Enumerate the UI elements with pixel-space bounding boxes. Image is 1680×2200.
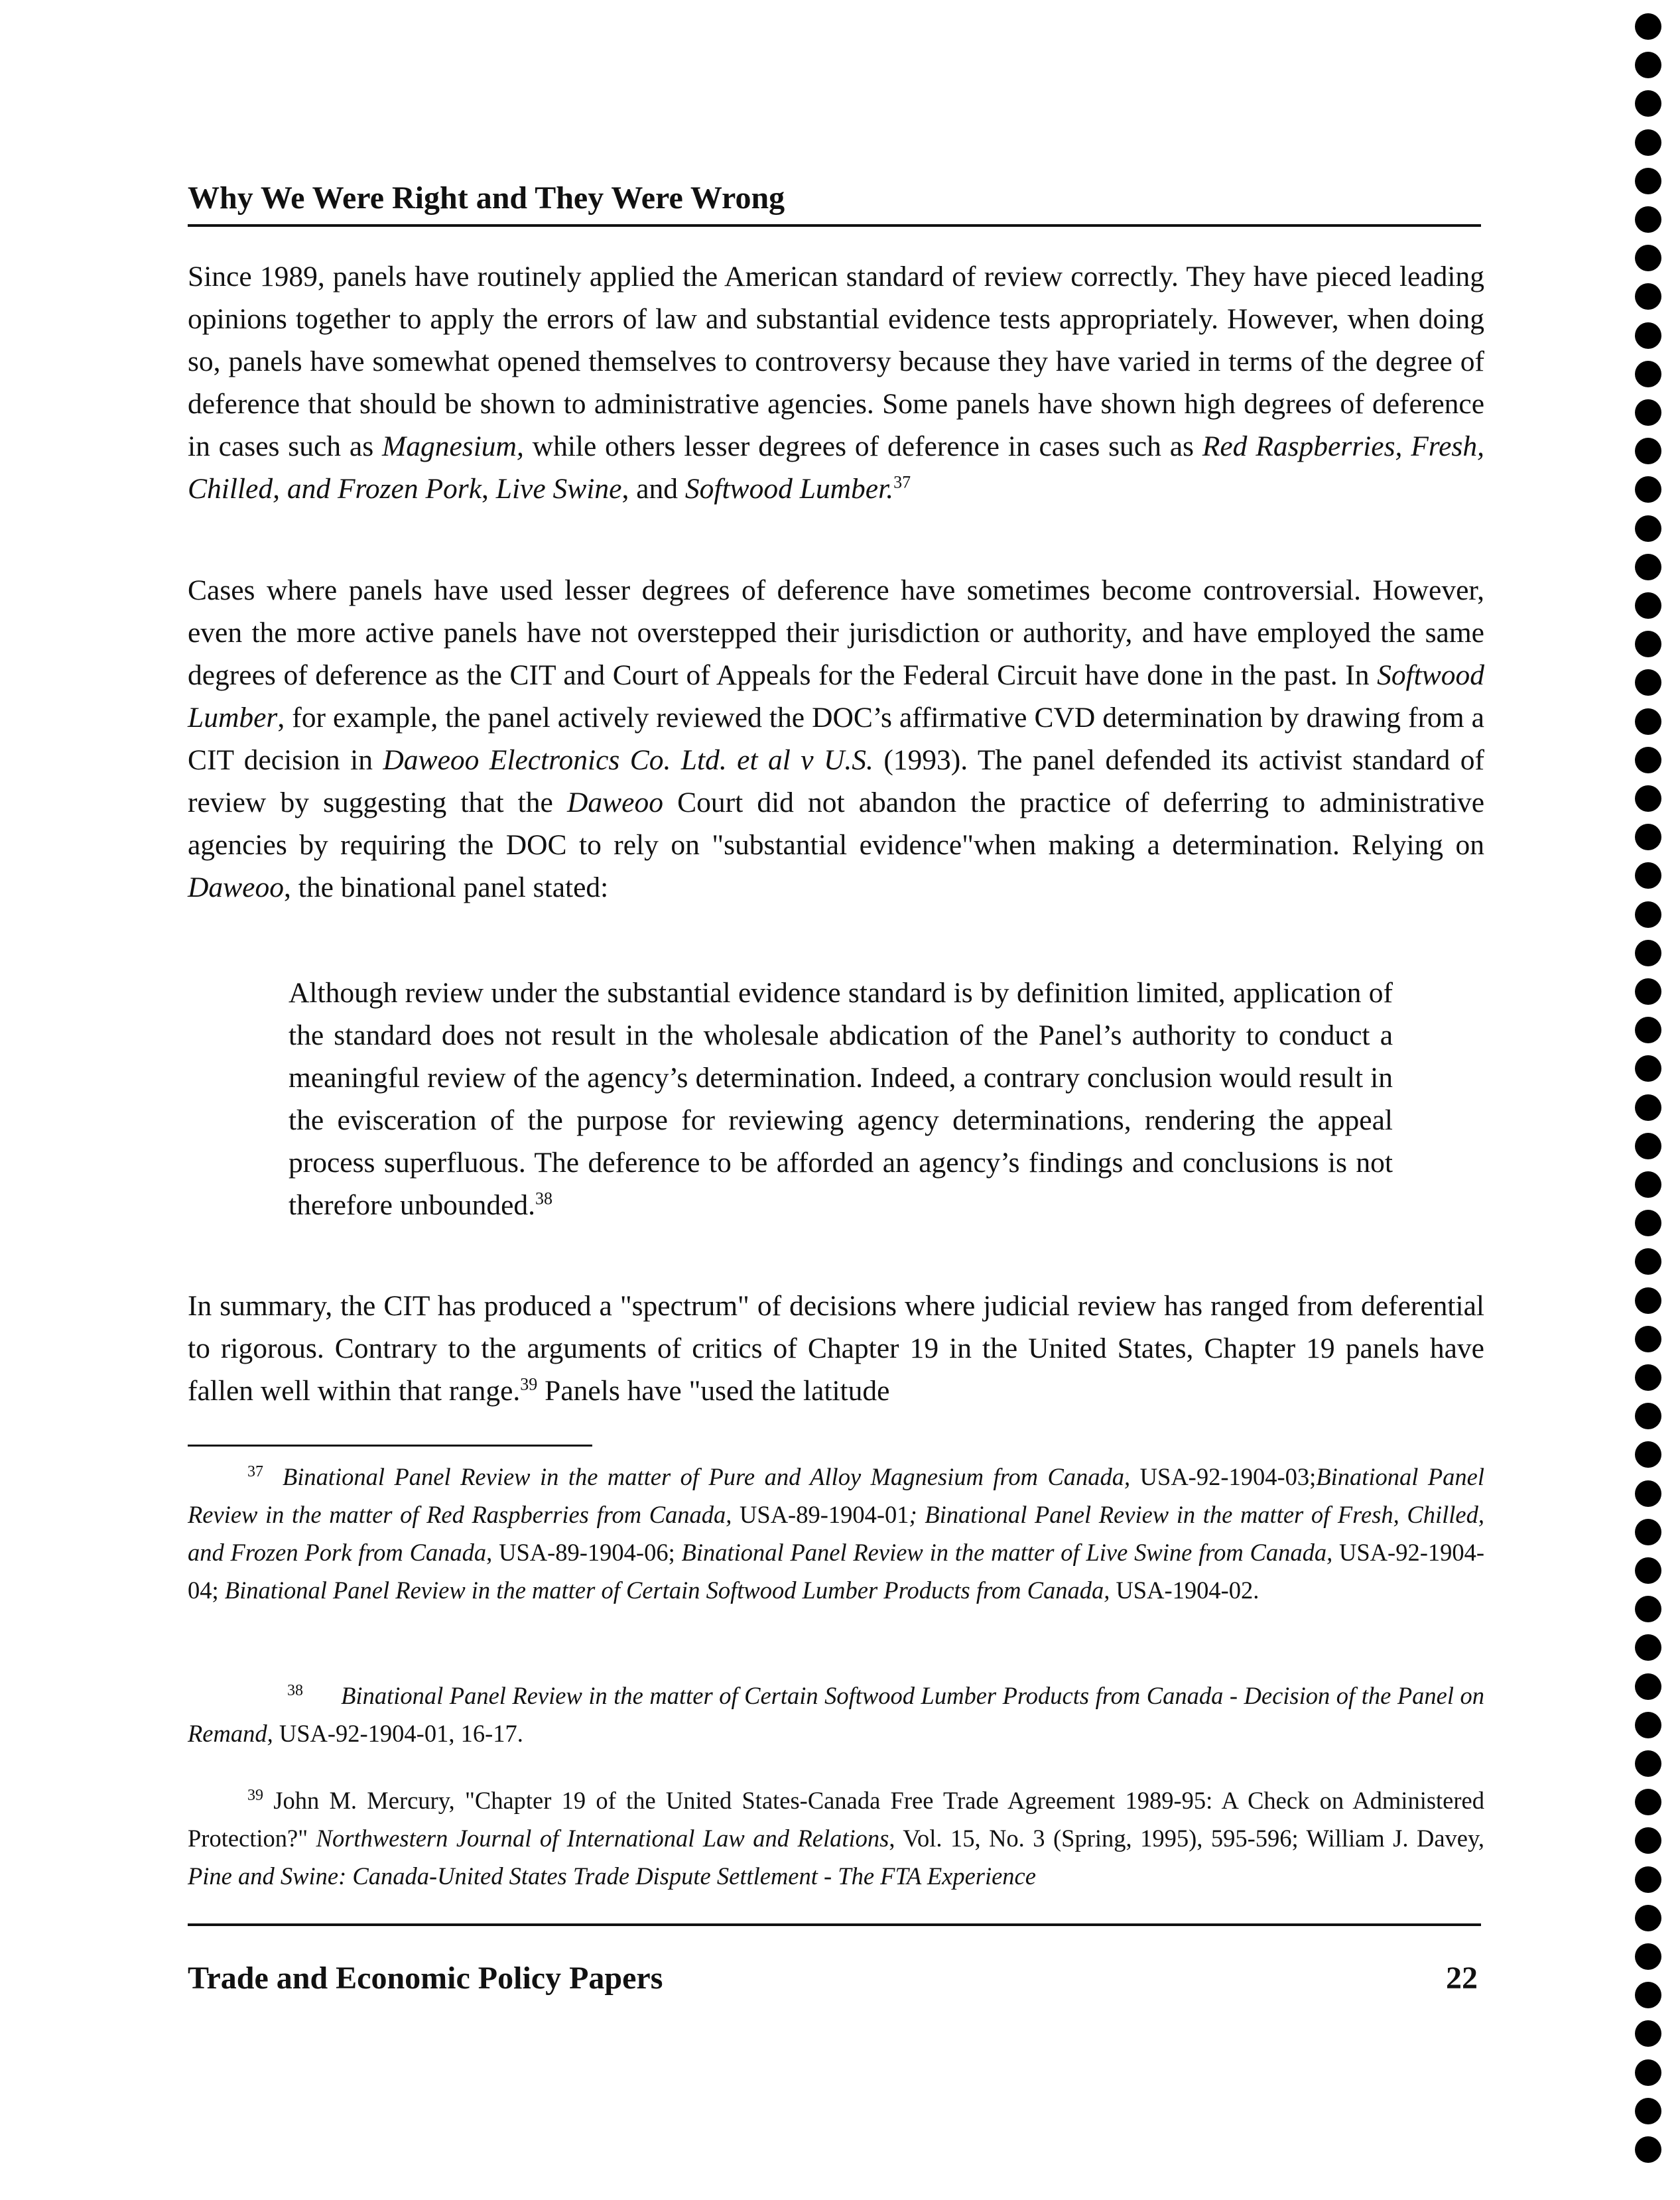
footnote-ref-38: 38 [535,1189,553,1208]
binding-hole [1635,1827,1661,1854]
binding-hole [1635,1441,1661,1468]
binding-hole [1635,476,1661,503]
binding-hole [1635,1596,1661,1622]
binding-hole [1635,13,1661,40]
binding-hole [1635,283,1661,310]
binding-hole [1635,1943,1661,1970]
binding-hole [1635,1750,1661,1777]
binding-hole [1635,438,1661,464]
binding-hole [1635,1210,1661,1236]
binding-hole [1635,515,1661,542]
binding-hole [1635,1634,1661,1661]
binding-hole [1635,361,1661,387]
footnote-38: $^{38}$ Binational Panel Review in the matter of Certain Softwood Lumber Products from Canada - Decision of the Panel on Remand, USA-92-1904-01, 16-17. [188,1681,1484,1747]
binding-hole [1635,129,1661,156]
binding-hole [1635,90,1661,117]
binding-hole [1635,322,1661,349]
binding-hole [1635,1480,1661,1507]
binding-hole [1635,978,1661,1005]
footnote-37: $^{37}$ Binational Panel Review in the matter of Pure and Alloy Magnesium from Canada, USA-92-1904-03;Binational Panel Review in the matter of Red Raspberries from Canada, USA-89-1904-01; Binational Panel Review in the matter of Fresh, Chilled, and Frozen Pork from Canada, USA-89-1904-06; Binational Panel Review in the matter of Live Swine from Canada, USA-92-1904-04; Binational Panel Review in the matter of Certain Softwood Lumber Products from Canada, USA-1904-02. [188,1462,1485,1604]
paragraph-1: Since 1989, panels have routinely applied the American standard of review correctly. They have pieced leading opinions together to apply the errors of law and substantial evidence tests appropriately. However, when doing so, panels have somewhat opened themselves to controversy because they have varied in terms of the degree of deference that should be shown to administrative agencies. Some panels have shown high degrees of deference in cases such as Magnesium, while others lesser degrees of deference in cases such as Red Raspberries, Fresh, Chilled, and Frozen Pork, Live Swine, and Softwood Lumber.$^{37}$ [188,261,1484,505]
binding-hole [1635,1248,1661,1275]
spiral-binding-holes [1635,13,1668,2189]
binding-hole [1635,1789,1661,1815]
binding-hole [1635,1171,1661,1198]
binding-hole [1635,785,1661,812]
binding-hole [1635,1712,1661,1738]
binding-hole [1635,1519,1661,1545]
binding-hole [1635,1982,1661,2008]
binding-hole [1635,2136,1661,2163]
binding-hole [1635,399,1661,426]
binding-hole [1635,940,1661,966]
binding-hole [1635,2059,1661,2086]
footer-title: Trade and Economic Policy Papers [188,1961,663,1996]
binding-hole [1635,2020,1661,2047]
binding-hole [1635,1017,1661,1043]
footer-rule [188,1923,1481,1926]
footnote-ref-37: 37 [893,472,911,492]
paragraph-2: Cases where panels have used lesser degrees of deference have sometimes become controversial. However, even the more active panels have not overstepped their jurisdiction or authority, and have employed the same degrees of deference as the CIT and Court of Appeals for the Federal Circuit have done in the past. In Softwood Lumber, for example, the panel actively reviewed the DOC’s affirmative CVD determination by drawing from a CIT decision in Daweoo Electronics Co. Ltd. et al v U.S. (1993). The panel defended its activist standard of review by suggesting that the Daweoo Court did not abandon the practice of deferring to administrative agencies by requiring the DOC to rely on "substantial evidence"when making a determination. Relying on Daweoo, the binational panel stated: [188,574,1485,903]
binding-hole [1635,592,1661,619]
binding-hole [1635,824,1661,850]
binding-hole [1635,1403,1661,1429]
binding-hole [1635,554,1661,580]
binding-hole [1635,2098,1661,2124]
binding-hole [1635,1055,1661,1082]
page-header-title: Why We Were Right and They Were Wrong [188,179,1481,227]
binding-hole [1635,901,1661,928]
binding-hole [1635,1364,1661,1391]
footnote-ref-39: 39 [520,1374,538,1394]
binding-hole [1635,168,1661,194]
binding-hole [1635,52,1661,78]
footnote-separator [188,1445,592,1447]
binding-hole [1635,1673,1661,1700]
binding-hole [1635,708,1661,735]
block-quote: Although review under the substantial evidence standard is by definition limited, application of the standard does not result in the wholesale abdication of the Panel’s authority to conduct a meaningful review of the agency’s determination. Indeed, a contrary conclusion would result in the evisceration of the purpose for reviewing agency determinations, rendering the appeal process superfluous. The deference to be afforded an agency’s findings and conclusions is not therefore unbounded.$^{38}$ [289,977,1393,1221]
binding-hole [1635,1557,1661,1584]
binding-hole [1635,747,1661,773]
binding-hole [1635,1287,1661,1314]
paragraph-3: In summary, the CIT has produced a "spectrum" of decisions where judicial review has ranged from deferential to rigorous. Contrary to the arguments of critics of Chapter 19 in the United States, Chapter 19 panels have fallen well within that range.$^{39}$ Panels have "used the latitude [188,1290,1484,1407]
binding-hole [1635,1094,1661,1121]
binding-hole [1635,1866,1661,1893]
binding-hole [1635,245,1661,271]
binding-hole [1635,669,1661,696]
binding-hole [1635,1133,1661,1159]
binding-hole [1635,862,1661,889]
binding-hole [1635,1905,1661,1931]
binding-hole [1635,206,1661,233]
binding-hole [1635,1326,1661,1352]
binding-hole [1635,631,1661,657]
footnote-39: $^{39}$ John M. Mercury, "Chapter 19 of the United States-Canada Free Trade Agreement 1989-95: A Check on Administered Protection?" Northwestern Journal of International Law and Relations, Vol. 15, No. 3 (Spring, 1995), 595-596; William J. Davey, Pine and Swine: Canada-United States Trade Dispute Settlement - The FTA Experience [188,1786,1484,1890]
page-number: 22 [1446,1961,1478,1996]
